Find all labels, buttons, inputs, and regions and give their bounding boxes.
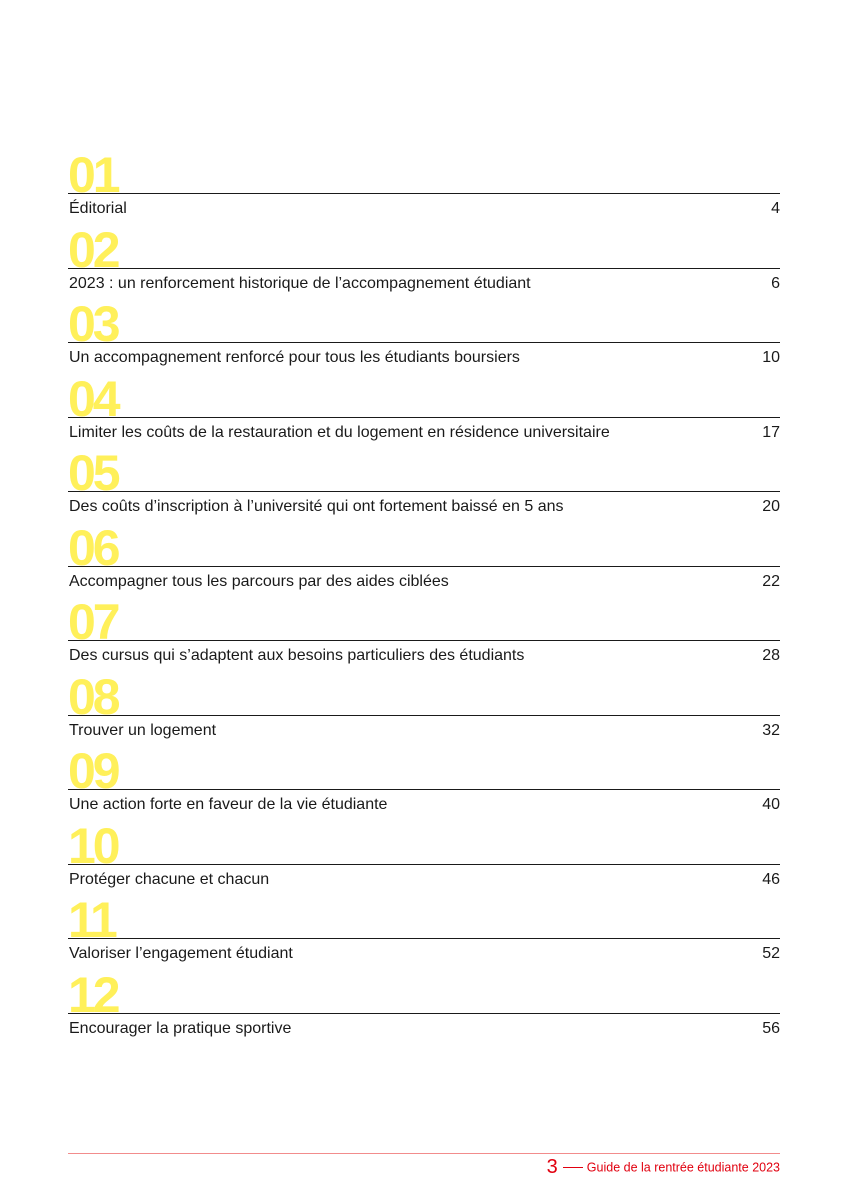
toc-entry-title: Encourager la pratique sportive	[69, 1019, 292, 1037]
toc-entry-title: Accompagner tous les parcours par des aides ciblées	[69, 572, 449, 590]
toc-entry[interactable]	[68, 221, 780, 300]
toc-entry[interactable]	[68, 892, 780, 970]
toc-entry-divider	[68, 864, 780, 865]
toc-entry-number: 01	[68, 147, 118, 203]
toc-entry-number: 12	[68, 966, 118, 1023]
toc-entry-number: 02	[68, 221, 118, 278]
toc-entry-title: Protéger chacune et chacun	[69, 870, 270, 888]
toc-entry[interactable]	[68, 445, 780, 523]
toc-entry-page-number: 32	[762, 721, 780, 739]
toc-entry-title: Une action forte en faveur de la vie étudiante	[69, 796, 388, 813]
toc-entry-title: Trouver un logement	[69, 721, 217, 739]
toc-entry-page-number: 4	[771, 200, 780, 217]
toc-entry-title: Éditorial	[69, 200, 127, 217]
toc-entry-page-number: 52	[762, 945, 780, 962]
toc-entry[interactable]	[68, 296, 780, 374]
toc-entry-divider	[68, 640, 780, 641]
toc-entry-number: 04	[68, 370, 118, 427]
footer-dash	[563, 1167, 583, 1168]
toc-entry-title: Des coûts d’inscription à l’université qui ont fortement baissé en 5 ans	[69, 498, 564, 515]
toc-entry-page-number: 40	[762, 796, 780, 813]
toc-entry-divider	[68, 417, 780, 418]
toc-entry-page-number: 22	[762, 572, 780, 590]
toc-entry-divider	[68, 342, 780, 343]
toc-entry-number: 07	[68, 594, 118, 650]
toc-entry-page-number: 10	[762, 349, 780, 366]
toc-entry[interactable]	[68, 743, 780, 821]
footer-divider	[68, 1153, 780, 1154]
toc-entry-number: 06	[68, 519, 118, 576]
toc-entry[interactable]	[68, 966, 780, 1045]
toc-entry-number: 05	[68, 445, 118, 501]
toc-entry-page-number: 6	[771, 274, 780, 292]
toc-entry-page-number: 28	[762, 647, 780, 664]
toc-entry-page-number: 56	[762, 1019, 780, 1037]
toc-entry-divider	[68, 1013, 780, 1014]
toc-entry-divider	[68, 193, 780, 194]
toc-entry-number: 10	[68, 817, 118, 874]
toc-entry-divider	[68, 715, 780, 716]
toc-entry[interactable]	[68, 519, 780, 598]
toc-entry-title: Limiter les coûts de la restauration et du logement en résidence universitaire	[69, 423, 610, 441]
toc-entry-divider	[68, 566, 780, 567]
toc-entry-title: Un accompagnement renforcé pour tous les étudiants boursiers	[69, 349, 520, 366]
toc-entry-page-number: 20	[762, 498, 780, 515]
toc-entry-number: 11	[68, 892, 115, 948]
toc-entry[interactable]	[68, 594, 780, 672]
footer-guide-title: Guide de la rentrée étudiante 2023	[586, 1160, 780, 1175]
toc-entry-page-number: 17	[762, 423, 780, 441]
page-footer	[547, 1156, 780, 1179]
toc-entry-title: Valoriser l’engagement étudiant	[69, 945, 293, 962]
toc-entry-divider	[68, 789, 780, 790]
toc-entry[interactable]	[68, 370, 780, 449]
footer-page-number: 3	[546, 1156, 558, 1178]
toc-entry[interactable]	[68, 668, 780, 747]
toc-entry-divider	[68, 491, 780, 492]
toc-entry-number: 08	[68, 668, 118, 725]
toc-entry[interactable]	[68, 147, 780, 225]
toc-entry-divider	[68, 268, 780, 269]
toc-entry-title: Des cursus qui s’adaptent aux besoins particuliers des étudiants	[69, 647, 525, 664]
toc-entry-divider	[68, 938, 780, 939]
toc-entry[interactable]	[68, 817, 780, 896]
toc-entry-number: 09	[68, 743, 118, 799]
toc-entry-page-number: 46	[762, 870, 780, 888]
toc-entry-number: 03	[68, 296, 118, 352]
toc-entry-title: 2023 : un renforcement historique de l’accompagnement étudiant	[69, 274, 531, 292]
table-of-contents	[68, 147, 780, 1044]
